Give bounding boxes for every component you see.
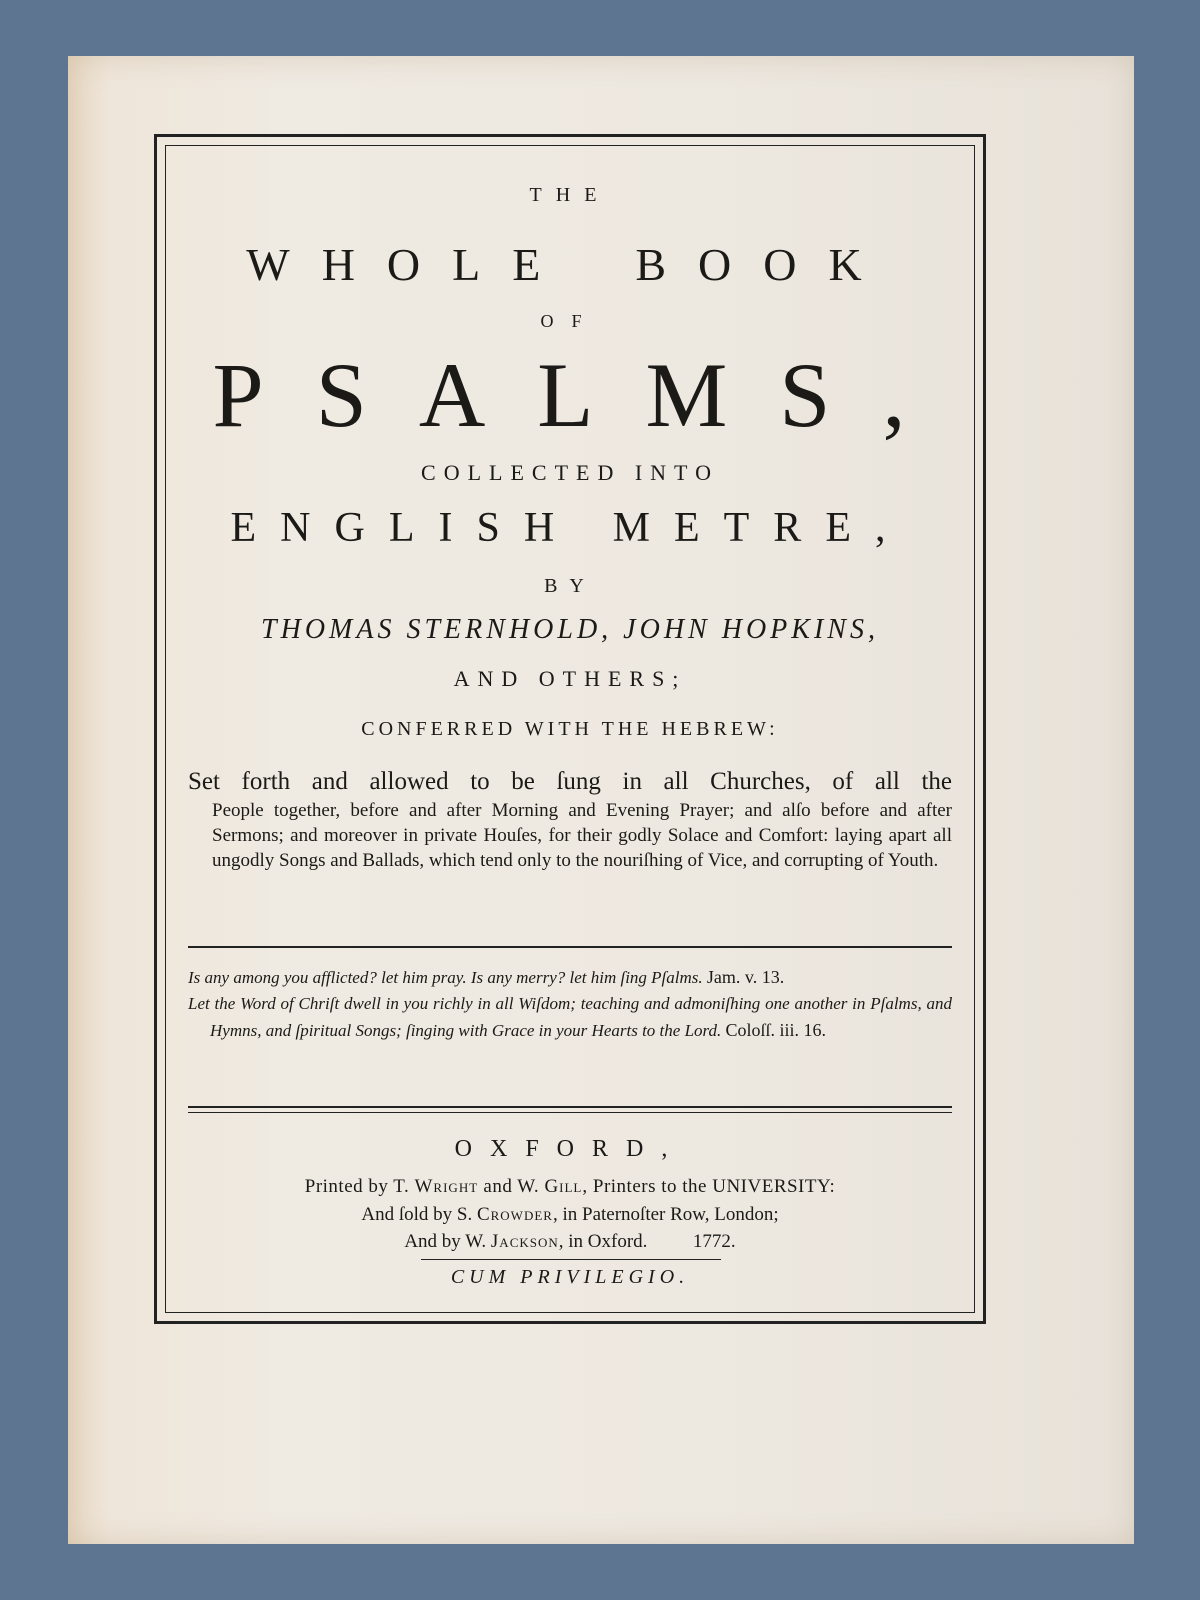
page-border-inner [165,145,975,1313]
page-border [154,134,986,1324]
verse-reference: Coloſſ. iii. 16. [725,1020,827,1040]
authors: THOMAS STERNHOLD, JOHN HOPKINS, [261,614,879,645]
paragraph-rest: People together, before and after Morning and Evening Prayer; and alſo before and after Sermons; and moreover in private Houſes, for their godly Solace and Comfort: laying apart all ungodly Songs and Ballads, which tend only to the nouriſhing of Vice, and corrupting of Youth. [212,800,952,871]
title-of: OF [540,311,600,331]
paragraph-first-line: Set forth and allowed to be ſung in all Churches, of all the [188,768,952,795]
seller-name: Jackson [490,1231,559,1252]
imprint-text: And ſold by S. [361,1204,473,1225]
title-psalms: PSALMS, [212,344,958,446]
divider-top [188,946,952,948]
verse-text: Is any among you afflicted? let him pray. Is any merry? let him ſing Pſalms. [188,968,703,987]
imprint-seller-london [166,1204,974,1226]
imprint-text: Printed by T. [304,1176,410,1197]
cum-privilegio: CUM PRIVILEGIO. [450,1266,690,1288]
divider-double-2 [188,1112,952,1113]
verse-reference: Jam. v. 13. [706,967,785,987]
subtitle-by: BY [544,575,596,597]
title-the: THE [529,184,611,206]
imprint-text: And by W. [404,1231,487,1252]
scripture-verse-james [188,964,952,991]
imprint-text: , in Paternoſter Row, London; [552,1204,779,1225]
imprint-year: 1772. [692,1231,736,1252]
imprint-rule [421,1259,721,1260]
scripture-verse-colossians [188,991,952,1044]
seller-name: Crowder [476,1204,553,1225]
book-page [68,56,1134,1544]
imprint-text: , in Oxford. [558,1231,648,1252]
verse-text: Let the Word of Chriſt dwell in you richly in all Wiſdom; teaching and admoniſhing one another in Pſalms, and Hymns, and ſpiritual Songs; ſinging with Grace in your Hearts to the Lord. [188,994,952,1040]
printer-name: Gill [544,1176,583,1197]
subtitle-collected: COLLECTED INTO [421,460,719,485]
and-others: AND OTHERS; [453,666,687,691]
description-paragraph [188,766,952,873]
subtitle-english-metre: ENGLISH METRE, [230,505,910,551]
title-whole-book [166,238,974,291]
imprint-place: OXFORD, [454,1136,686,1162]
title-book: BOOK [635,239,894,290]
title-whole: WHOLE [246,239,573,290]
conferred-line: CONFERRED WITH THE HEBREW: [361,718,779,740]
imprint-printers [166,1176,974,1198]
imprint-seller-oxford [166,1231,974,1253]
printer-name: Wright [414,1176,479,1197]
imprint-text: , Printers to the UNIVERSITY: [582,1176,836,1197]
imprint-text: and W. [483,1176,540,1197]
scripture-quotes [188,964,952,1044]
divider-double-1 [188,1106,952,1108]
